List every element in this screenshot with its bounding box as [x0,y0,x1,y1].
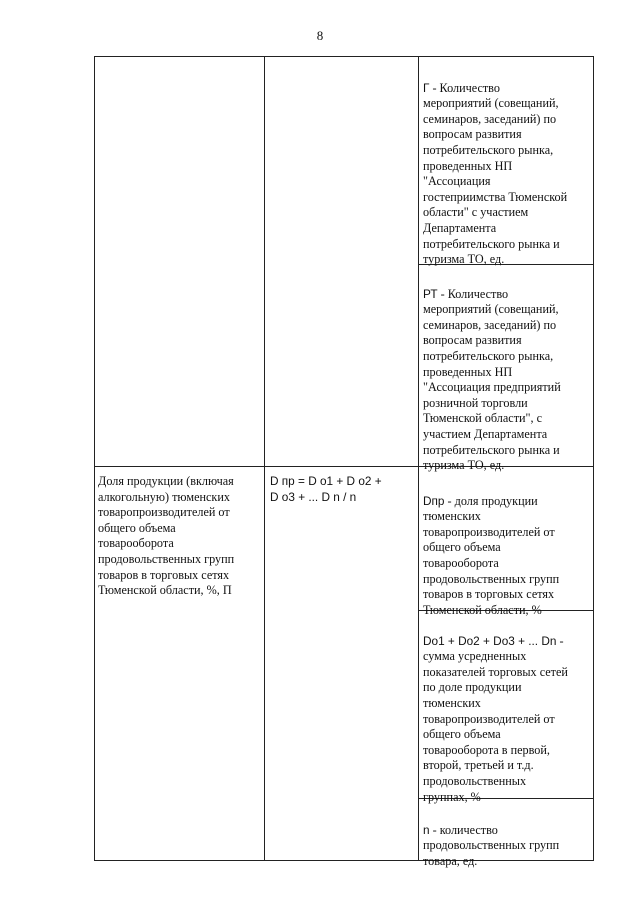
variable-symbol: Dпр [423,493,445,508]
column-divider-2 [418,56,419,861]
column-divider-1 [264,56,265,861]
variable-symbol: РТ [423,286,438,301]
indicator-cell: Доля продукции (включая алкогольную) тюменских товаропроизводителей от общего объема товарооборота продовольственных групп товаров в торговых сетях Тюменской области, %, П [98,474,235,598]
variable-cell [423,618,591,805]
variable-description: - количество продовольственных групп товара, ед. [423,822,560,868]
variable-description: - Количество мероприятий (совещаний, семинаров, заседаний) по вопросам развития потребительского рынка, проведенных НП "Ассоциация предприятий розничной торговли Тюменской области", с участием Департамента потребительского рынка и туризма ТО, ед. [423,286,561,473]
indicator-table [94,56,594,868]
variable-symbol: Do1 + Do2 + Do3 + ... Dn [423,633,557,648]
variable-cell [423,478,591,618]
table-border-right [593,56,594,861]
table-border-top [94,56,594,57]
page-number: 8 [316,28,324,43]
variable-description: - доля продукции тюменских товаропроизводителей от общего объема товарооборота продовольственных групп товаров в торговых сетях Тюменской области, % [423,493,560,617]
formula-cell: D пр = D о1 + D о2 + D о3 + ... D n / n [270,474,382,504]
variable-cell [423,65,591,268]
variable-symbol: Г [423,80,430,95]
variable-cell [423,807,591,869]
variable-cell [423,271,591,474]
table-border-left [94,56,95,861]
variable-symbol: n [423,822,430,837]
variable-description: - сумма усредненных показателей торговых сетей по доле продукции тюменских товаропроизводителей от общего объема товарооборота в первой, второй, третьей и т.д. продовольственных группах, % [423,633,568,804]
variable-description: - Количество мероприятий (совещаний, семинаров, заседаний) по вопросам развития потребительского рынка, проведенных НП "Ассоциация гостеприимства Тюменской области" с участием Департамента потребительского рынка и туризма ТО, ед. [423,80,568,267]
